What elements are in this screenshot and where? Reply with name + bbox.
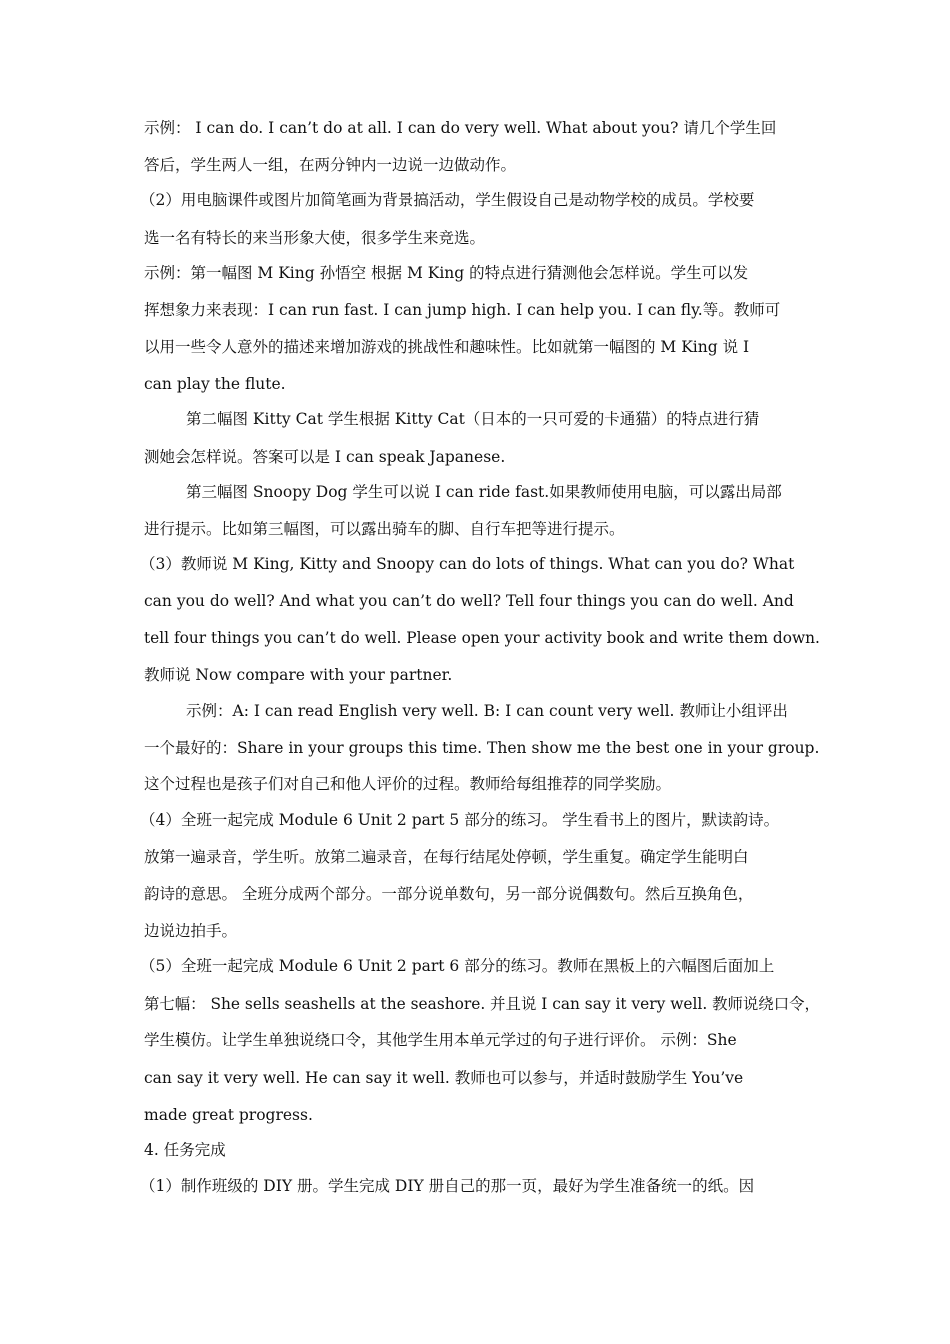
text-line: 进行提示。比如第三幅图，可以露出骑车的脚、自行车把等进行提示。 <box>144 520 625 538</box>
text-line: 放第一遍录音，学生听。放第二遍录音，在每行结尾处停顿，学生重复。确定学生能明白 <box>144 848 749 866</box>
text-line: 第七幅： She sells seashells at the seashore. 并且说 I can say it very well. 教师说绕口令， <box>144 995 820 1013</box>
text-line: made great progress. <box>144 1106 313 1124</box>
section-heading: 4. 任务完成 <box>144 1141 226 1159</box>
text-line: can say it very well. He can say it well. 教师也可以参与，并适时鼓励学生 You’ve <box>144 1069 744 1087</box>
text-line: 第二幅图 Kitty Cat 学生根据 Kitty Cat（日本的一只可爱的卡通猫）的特点进行猜 <box>186 410 760 428</box>
text-line: 挥想象力来表现：I can run fast. I can jump high. I can help you. I can fly.等。教师可 <box>144 301 781 319</box>
text-line: （5）全班一起完成 Module 6 Unit 2 part 6 部分的练习。教师在黑板上的六幅图后面加上 <box>140 957 775 975</box>
text-line: 示例： I can do. I can’t do at all. I can do very well. What about you? 请几个学生回 <box>144 119 777 137</box>
text-line: 边说边拍手。 <box>144 922 238 940</box>
text-line: can you do well? And what you can’t do well? Tell four things you can do well. And <box>144 592 794 610</box>
text-line: （1）制作班级的 DIY 册。学生完成 DIY 册自己的那一页，最好为学生准备统一的纸。因 <box>140 1177 755 1195</box>
text-line: 学生模仿。让学生单独说绕口令，其他学生用本单元学过的句子进行评价。 示例：She <box>144 1031 737 1049</box>
text-line: 选一名有特长的来当形象大使，很多学生来竞选。 <box>144 229 486 247</box>
text-line: 第三幅图 Snoopy Dog 学生可以说 I can ride fast.如果教师使用电脑，可以露出局部 <box>186 483 782 501</box>
text-line: can play the flute. <box>144 375 286 393</box>
text-line: （2）用电脑课件或图片加简笔画为背景搞活动，学生假设自己是动物学校的成员。学校要 <box>140 191 755 209</box>
text-line: 示例：第一幅图 M King 孙悟空 根据 M King 的特点进行猜测他会怎样说。学生可以发 <box>144 264 749 282</box>
text-line: 教师说 Now compare with your partner. <box>144 666 453 684</box>
text-line: 以用一些令人意外的描述来增加游戏的挑战性和趣味性。比如就第一幅图的 M King 说 I <box>144 338 750 356</box>
text-line: 韵诗的意思。 全班分成两个部分。一部分说单数句，另一部分说偶数句。然后互换角色， <box>144 885 754 903</box>
text-line: tell four things you can’t do well. Please open your activity book and write them down. <box>144 629 820 647</box>
text-line: 这个过程也是孩子们对自己和他人评价的过程。教师给每组推荐的同学奖励。 <box>144 775 672 793</box>
text-line: 答后，学生两人一组，在两分钟内一边说一边做动作。 <box>144 156 517 174</box>
text-line: 一个最好的：Share in your groups this time. Then show me the best one in your group. <box>144 739 820 757</box>
text-line: （4）全班一起完成 Module 6 Unit 2 part 5 部分的练习。 学生看书上的图片，默读韵诗。 <box>140 811 780 829</box>
text-line: 测她会怎样说。答案可以是 I can speak Japanese. <box>144 448 506 466</box>
text-line: 示例：A: I can read English very well. B: I can count very well. 教师让小组评出 <box>186 702 788 720</box>
text-line: （3）教师说 M King, Kitty and Snoopy can do lots of things. What can you do? What <box>140 555 795 573</box>
